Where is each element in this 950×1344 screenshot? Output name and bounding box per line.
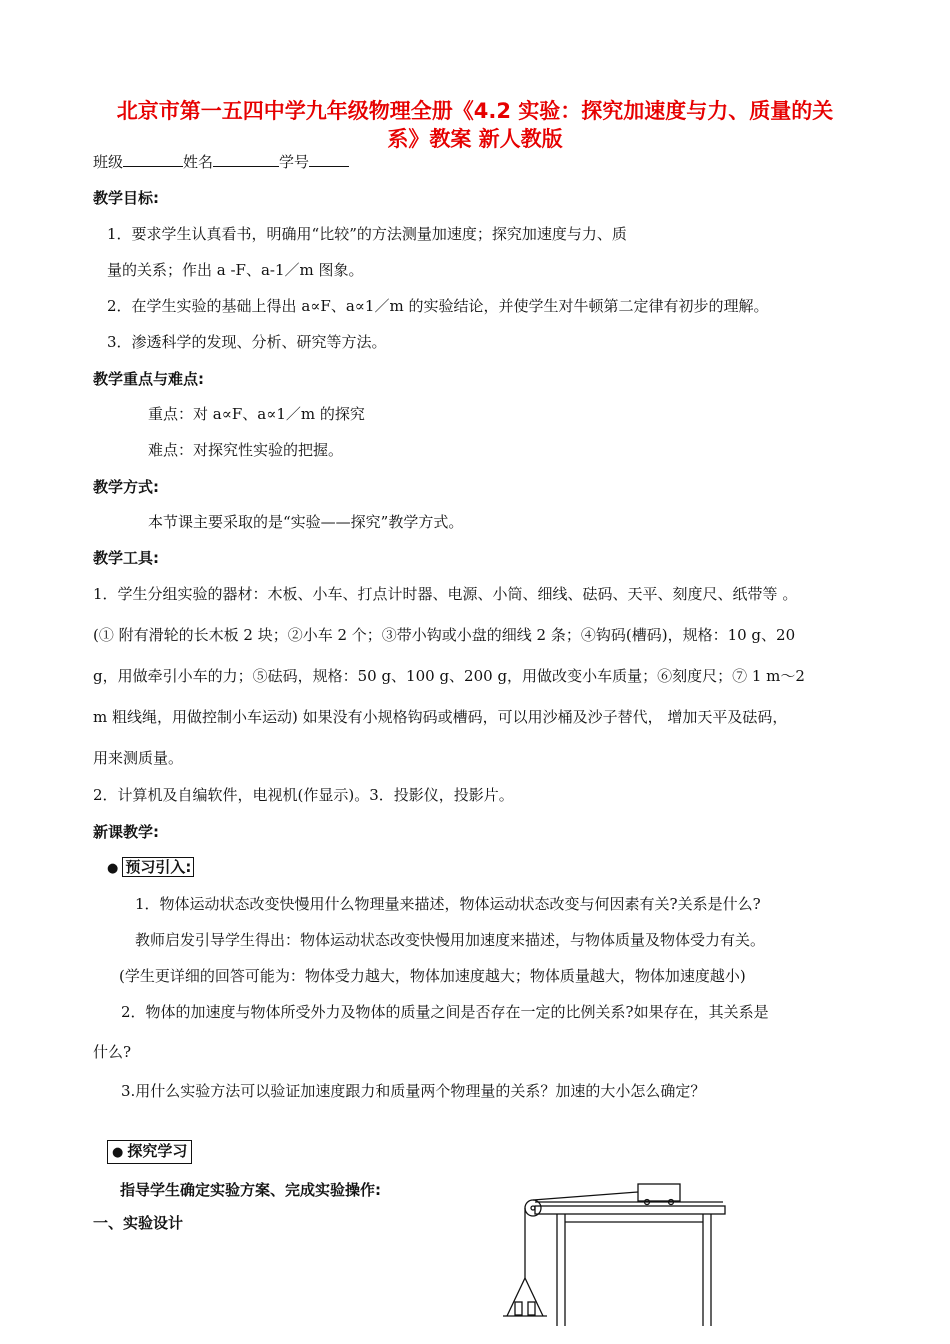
student-info-row: [93, 151, 349, 172]
question-2a: 2．物体的加速度与物体所受外力及物体的质量之间是否存在一定的比例关系?如果存在，其关系是: [121, 1003, 769, 1021]
question-2b: 什么?: [93, 1043, 132, 1061]
tools-line-1: 1．学生分组实验的器材：木板、小车、打点计时器、电源、小筒、细线、砝码、天平、刻度尺、纸带等 。: [93, 585, 798, 603]
question-1-teacher: 教师启发引导学生得出：物体运动状态改变快慢用加速度来描述，与物体质量及物体受力有关。: [135, 931, 766, 949]
question-1: 1．物体运动状态改变快慢用什么物理量来描述，物体运动状态改变与何因素有关?关系是什么?: [135, 895, 761, 913]
tools-line-5: 用来测质量。: [93, 749, 184, 767]
bullet-icon: ●: [107, 861, 119, 876]
preview-section-label: [107, 857, 194, 879]
explore-label: 探究学习: [127, 1142, 188, 1160]
new-lesson-heading: 新课教学:: [93, 823, 159, 841]
document-title-line2: 系》教案 新人教版: [387, 127, 563, 151]
class-blank: [123, 151, 183, 167]
goals-heading: 教学目标:: [93, 189, 159, 207]
cart: [638, 1184, 680, 1201]
id-label: 学号: [279, 153, 310, 171]
name-label: 姓名: [183, 153, 214, 171]
method-text: 本节课主要采取的是“实验——探究”教学方式。: [148, 513, 464, 531]
document-title-line1: 北京市第一五四中学九年级物理全册《4.2 实验：探究加速度与力、质量的关: [116, 99, 834, 123]
key-point-difficulty: 难点：对探究性实验的把握。: [148, 441, 344, 459]
method-heading: 教学方式:: [93, 478, 159, 496]
tools-line-4: m 粗线绳，用做控制小车运动) 如果没有小规格钩码或槽码，可以用沙桶及沙子替代， 增加天平及砝码，: [93, 708, 788, 726]
goal-item-1b: 量的关系；作出 a -F、a-1／m 图象。: [107, 261, 364, 279]
table-top: [535, 1206, 725, 1214]
experiment-apparatus-diagram: [495, 1178, 735, 1328]
preview-label: 预习引入:: [122, 857, 194, 877]
goal-item-2: 2．在学生实验的基础上得出 a∝F、a∝1／m 的实验结论，并使学生对牛顿第二定律有初步的理解。: [107, 297, 769, 315]
bullet-icon: ●: [112, 1145, 124, 1160]
question-3: 3.用什么实验方法可以验证加速度跟力和质量两个物理量的关系？加速的大小怎么确定？: [121, 1082, 706, 1100]
goal-item-3: 3．渗透科学的发现、分析、研究等方法。: [107, 333, 387, 351]
tools-line-3: g，用做牵引小车的力；⑤砝码，规格：50 g、100 g、200 g，用做改变小车质量；⑥刻度尺；⑦ 1 m～2: [93, 667, 805, 685]
tools-line-2: (① 附有滑轮的长木板 2 块；②小车 2 个；③带小钩或小盘的细线 2 条；④钩码(槽码)，规格：10 g、20: [93, 626, 796, 644]
class-label: 班级: [93, 153, 124, 171]
name-blank: [213, 151, 279, 167]
section-experiment-design: 一、实验设计: [93, 1214, 184, 1232]
tools-heading: 教学工具:: [93, 549, 159, 567]
guide-text: 指导学生确定实验方案、完成实验操作:: [120, 1181, 382, 1199]
question-1-detail: (学生更详细的回答可能为：物体受力越大，物体加速度越大；物体质量越大，物体加速度越小): [119, 967, 746, 985]
key-point-focus: 重点：对 a∝F、a∝1／m 的探究: [148, 405, 365, 423]
pulley: [525, 1200, 541, 1216]
id-blank: [309, 151, 349, 167]
goal-item-1a: 1．要求学生认真看书，明确用“比较”的方法测量加速度；探究加速度与力、质: [107, 225, 627, 243]
tools-line-6: 2．计算机及自编软件，电视机(作显示)。3．投影仪，投影片。: [93, 786, 514, 804]
key-points-heading: 教学重点与难点:: [93, 370, 204, 388]
explore-section-label: [107, 1140, 192, 1164]
